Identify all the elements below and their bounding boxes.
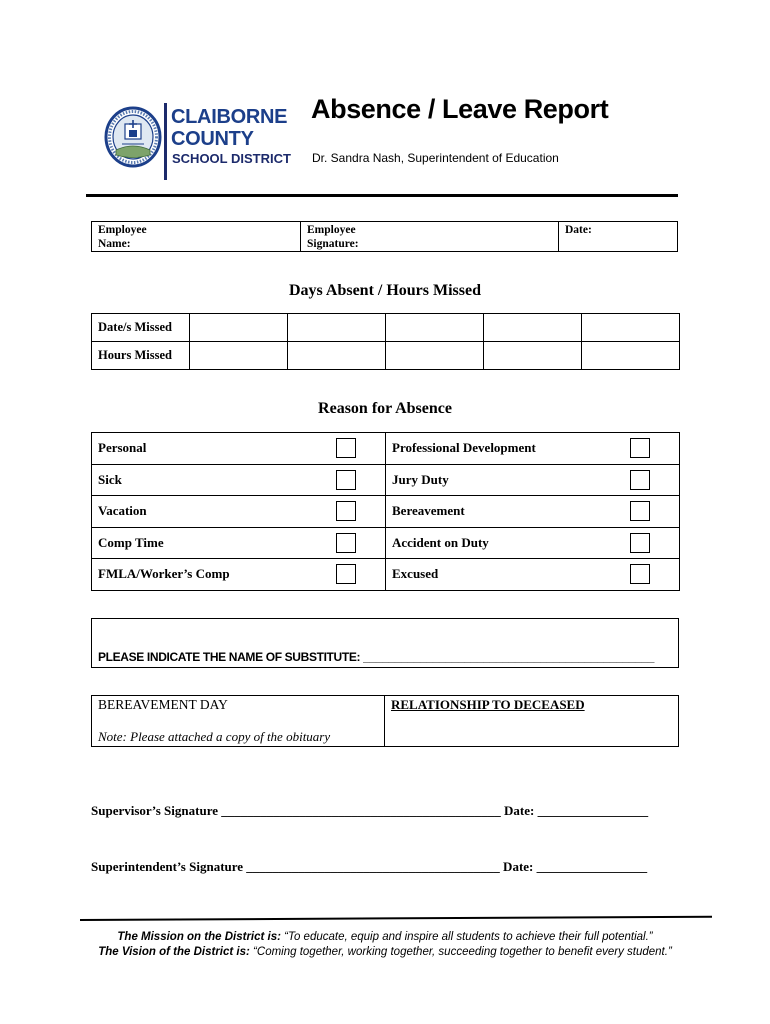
footer-divider <box>80 916 712 921</box>
logo-text-claiborne: CLAIBORNE <box>171 106 288 128</box>
checkbox-excused[interactable] <box>630 564 650 584</box>
table-row <box>92 527 680 559</box>
reason-label: Professional Development <box>392 440 536 456</box>
supervisor-signature-line[interactable]: Supervisor’s Signature ___________________________________________ Date: _________________ <box>91 803 649 818</box>
mission-statement <box>0 931 770 943</box>
reason-jury-duty <box>386 464 680 496</box>
employee-signature-label-2: Signature: <box>307 238 359 250</box>
checkbox-vacation[interactable] <box>336 501 356 521</box>
table-row <box>92 342 680 370</box>
days-absent-table <box>91 313 680 370</box>
employee-info-box <box>91 221 678 252</box>
hours-missed-cell[interactable] <box>288 342 386 370</box>
dates-missed-cell[interactable] <box>484 314 582 342</box>
reason-comp-time <box>92 527 386 559</box>
reason-label: Vacation <box>98 503 147 519</box>
page-title: Absence / Leave Report <box>311 94 609 124</box>
vision-text: “Coming together, working together, succeeding together to benefit every student.” <box>249 946 672 958</box>
employee-name-label-2: Name: <box>98 238 131 250</box>
reason-label: Jury Duty <box>392 471 449 487</box>
table-row <box>92 314 680 342</box>
checkbox-accident-on-duty[interactable] <box>630 533 650 553</box>
logo-text-county: COUNTY <box>171 128 254 150</box>
reason-label: Accident on Duty <box>392 534 489 550</box>
bereavement-divider <box>384 695 385 747</box>
dates-missed-cell[interactable] <box>582 314 680 342</box>
date-field[interactable] <box>559 222 677 251</box>
substitute-name-field[interactable]: PLEASE INDICATE THE NAME OF SUBSTITUTE: ______________________________________________ <box>98 650 655 664</box>
reason-label: Comp Time <box>98 534 164 550</box>
superintendent-signature-line[interactable]: Superintendent’s Signature _______________________________________ Date: _________________ <box>91 859 648 874</box>
dates-missed-cell[interactable] <box>190 314 288 342</box>
reason-sick <box>92 464 386 496</box>
checkbox-comp-time[interactable] <box>336 533 356 553</box>
checkbox-bereavement[interactable] <box>630 501 650 521</box>
table-row <box>92 496 680 528</box>
reason-excused <box>386 559 680 591</box>
reason-bereavement <box>386 496 680 528</box>
reason-personal <box>92 433 386 465</box>
reason-vacation <box>92 496 386 528</box>
page-subtitle: Dr. Sandra Nash, Superintendent of Education <box>312 151 559 165</box>
reason-label: Sick <box>98 471 122 487</box>
hours-missed-label: Hours Missed <box>92 342 190 370</box>
logo-divider <box>164 103 167 180</box>
checkbox-jury-duty[interactable] <box>630 470 650 490</box>
days-absent-title: Days Absent / Hours Missed <box>288 282 482 299</box>
hours-missed-cell[interactable] <box>190 342 288 370</box>
reason-label: Bereavement <box>392 503 465 519</box>
vision-statement <box>0 946 770 958</box>
mission-label: The Mission on the District is: <box>117 931 281 943</box>
checkbox-professional-development[interactable] <box>630 438 650 458</box>
reason-label: Excused <box>392 566 439 582</box>
bereavement-day-label: BEREAVEMENT DAY <box>98 697 228 712</box>
logo-text-school-district: SCHOOL DISTRICT <box>172 151 291 166</box>
checkbox-sick[interactable] <box>336 470 356 490</box>
reason-label: Personal <box>98 440 147 456</box>
reason-professional-development <box>386 433 680 465</box>
relationship-to-deceased-field[interactable]: RELATIONSHIP TO DECEASED <box>391 697 585 712</box>
reason-fmla <box>92 559 386 591</box>
hours-missed-cell[interactable] <box>386 342 484 370</box>
checkbox-fmla[interactable] <box>336 564 356 584</box>
employee-signature-field[interactable] <box>301 222 559 251</box>
district-seal-icon <box>104 106 162 168</box>
hours-missed-cell[interactable] <box>582 342 680 370</box>
reason-table <box>91 432 680 591</box>
checkbox-personal[interactable] <box>336 438 356 458</box>
table-row <box>92 464 680 496</box>
obituary-note: Note: Please attached a copy of the obituary <box>98 729 331 744</box>
date-label: Date: <box>565 224 592 236</box>
reason-for-absence-title: Reason for Absence <box>318 400 452 417</box>
employee-name-label: Employee <box>98 224 147 236</box>
dates-missed-cell[interactable] <box>288 314 386 342</box>
reason-accident-on-duty <box>386 527 680 559</box>
mission-text: “To educate, equip and inspire all students to achieve their full potential.” <box>280 931 653 943</box>
hours-missed-cell[interactable] <box>484 342 582 370</box>
employee-name-field[interactable] <box>92 222 301 251</box>
table-row <box>92 433 680 465</box>
vision-label: The Vision of the District is: <box>98 946 250 958</box>
dates-missed-label: Date/s Missed <box>92 314 190 342</box>
table-row <box>92 559 680 591</box>
employee-signature-label: Employee <box>307 224 356 236</box>
dates-missed-cell[interactable] <box>386 314 484 342</box>
header-divider <box>86 194 678 197</box>
reason-label: FMLA/Worker’s Comp <box>98 566 230 582</box>
